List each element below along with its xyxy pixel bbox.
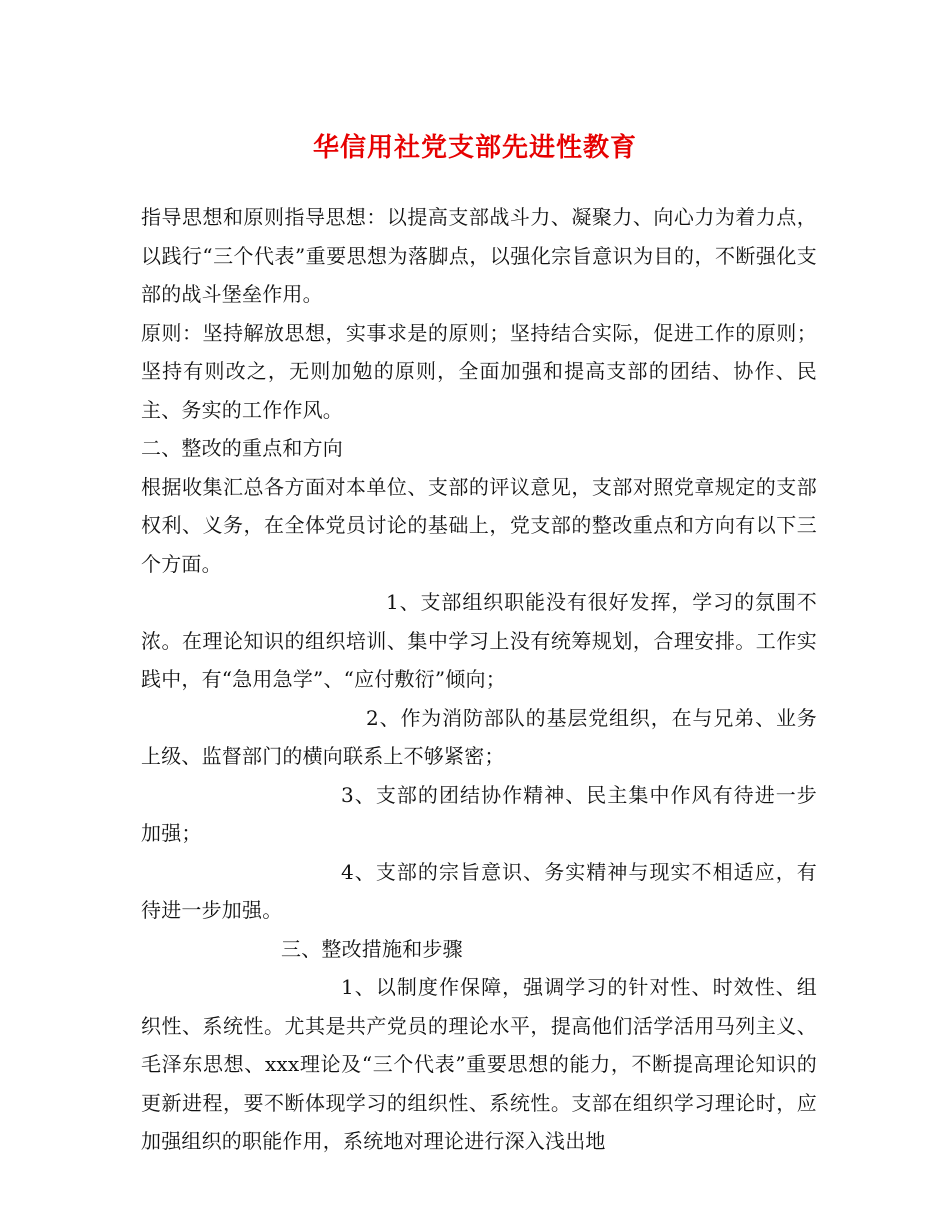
paragraph-guiding-ideology: 指导思想和原则指导思想：以提高支部战斗力、凝聚力、向心力为着力点，以践行“三个代表”重要思想为落脚点，以强化宗旨意识为目的，不断强化支部的战斗堡垒作用。 [141, 205, 817, 306]
paragraph-rectification-basis: 根据收集汇总各方面对本单位、支部的评议意见，支部对照党章规定的支部权利、义务，在全体党员讨论的基础上，党支部的整改重点和方向有以下三个方面。 [141, 474, 817, 576]
list-item-4: 4、支部的宗旨意识、务实精神与现实不相适应，有待进一步加强。 [141, 859, 817, 922]
section-heading-2: 二、整改的重点和方向 [141, 436, 343, 460]
list-item-1: 1、支部组织职能没有很好发挥，学习的氛围不浓。在理论知识的组织培训、集中学习上没有统筹规划，合理安排。工作实践中，有“急用急学”、“应付敷衍”倾向； [141, 590, 817, 691]
document-title: 华信用社党支部先进性教育 [312, 133, 637, 163]
section-heading-3: 三、整改措施和步骤 [281, 936, 463, 961]
document-body [141, 198, 817, 1161]
measure-item-1: 1、以制度作保障，强调学习的针对性、时效性、组织性、系统性。尤其是共产党员的理论水平，提高他们活学活用马列主义、毛泽东思想、xxx理论及“三个代表”重要思想的能力，不断提高理论知识的更新进程，要不断体现学习的组织性、系统性。支部在组织学习理论时，应加强组织的职能作用，系统地对理论进行深入浅出地 [141, 975, 817, 1153]
list-item-3: 3、支部的团结协作精神、民主集中作风有待进一步加强； [141, 782, 817, 845]
list-item-2: 2、作为消防部队的基层党组织，在与兄弟、业务上级、监督部门的横向联系上不够紧密； [141, 705, 817, 768]
paragraph-principles: 原则：坚持解放思想，实事求是的原则；坚持结合实际，促进工作的原则；坚持有则改之，无则加勉的原则，全面加强和提高支部的团结、协作、民主、务实的工作作风。 [141, 320, 817, 422]
